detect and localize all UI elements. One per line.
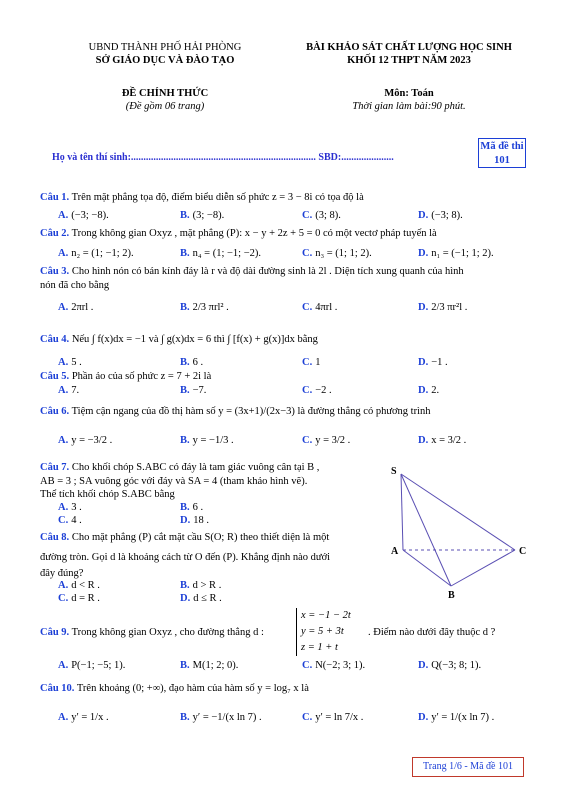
option-letter: B. [180,712,190,723]
option-letter: A. [58,302,69,313]
exam-code-box [478,138,526,168]
option-letter: B. [180,210,190,221]
option-letter: B. [180,302,190,313]
q5-option-b: B. −7. [180,385,207,396]
q1-option-d: D. (−3; 8). [418,210,463,221]
option-letter: B. [180,580,190,591]
sbd-dots: ..................... [341,152,394,163]
option-letter: C. [302,210,313,221]
question-9: Câu 9. Trong không gian Oxyz , cho đường thẳng d : [40,627,264,638]
option-letter: A. [58,712,69,723]
vertex-a: A [391,546,399,557]
option-letter: A. [58,435,69,446]
q1-option-c: C. (3; 8). [302,210,341,221]
question-8-line3: đây đúng? [40,568,84,579]
q4-option-b: B. 6 . [180,357,204,368]
q3-option-c: C. 4πrl . [302,302,338,313]
q9-option-b: B. M(1; 2; 0). [180,660,239,671]
q2-option-b: B. n₄ = (1; −1; −2). [180,248,262,259]
q8-option-d: D. d ≤ R . [180,593,222,604]
q2-option-d: D. n₁ = (−1; 1; 2). [418,248,494,259]
q6-option-a: A. y = −3/2 . [58,435,113,446]
option-letter: B. [180,435,190,446]
page-footer: Trang 1/6 - Mã đề 101 [412,757,524,777]
question-4: Câu 4. Nếu ∫ f(x)dx = −1 và ∫ g(x)dx = 6 thì ∫ [f(x) + g(x)]dx bằng [40,334,318,345]
option-letter: C. [302,357,313,368]
q10-option-b: B. y′ = −1/(x ln 7) . [180,712,262,723]
option-letter: C. [302,712,313,723]
q2-option-c: C. n₃ = (1; 1; 2). [302,248,372,259]
q7-option-b: B. 6 . [180,502,204,513]
q10-option-c: C. y′ = ln 7/x . [302,712,364,723]
question-7-line2: AB = 3 ; SA vuông góc với đáy và SA = 4 (tham khảo hình vẽ). [40,476,308,487]
q6-option-c: C. y = 3/2 . [302,435,351,446]
option-letter: A. [58,660,69,671]
q5-option-d: D. 2. [418,385,440,396]
question-1: Câu 1. Trên mặt phẳng tọa độ, điểm biểu diễn số phức z = 3 − 8i có tọa độ là [40,192,364,203]
q3-option-d: D. 2/3 πr²l . [418,302,468,313]
subject-label: Môn: Toán [384,88,434,99]
question-9-tail: . Điểm nào dưới đây thuộc d ? [368,627,496,638]
q1-option-b: B. (3; −8). [180,210,225,221]
q4-option-a: A. 5 . [58,357,82,368]
option-letter: C. [302,435,313,446]
q6-option-b: B. y = −1/3 . [180,435,234,446]
option-letter: D. [418,302,429,313]
q3-option-a: A. 2πrl . [58,302,94,313]
q9-option-c: C. N(−2; 3; 1). [302,660,366,671]
exam-title: BÀI KHẢO SÁT CHẤT LƯỢNG HỌC SINH [306,42,512,53]
sbd-label: SBD: [318,152,342,163]
vertex-c: C [519,546,527,557]
q3-option-b: B. 2/3 πrl² . [180,302,229,313]
q5-option-a: A. 7. [58,385,80,396]
edge-sa [401,474,403,550]
q2-option-a: A. n₂ = (1; −1; 2). [58,248,134,259]
question-5: Câu 5. Phần ảo của số phức z = 7 + 2i là [40,371,212,382]
question-3: Câu 3. Cho hình nón có bán kính đáy là r và độ dài đường sinh là 2l . Diện tích xung quanh của hình [40,266,464,277]
q1-option-a: A. (−3; −8). [58,210,109,221]
student-info-line [52,152,394,163]
option-letter: C. [58,515,69,526]
exam-code-label: Mã đề thi [480,141,524,152]
option-letter: B. [180,660,190,671]
option-letter: B. [180,385,190,396]
edge-ab [403,550,451,586]
office-name: SỞ GIÁO DỤC VÀ ĐÀO TẠO [95,55,235,66]
option-letter: A. [58,248,69,259]
option-letter: A. [58,502,69,513]
q4-option-d: D. −1 . [418,357,448,368]
name-dots: .......................................................................... [130,152,316,163]
q9-option-a: A. P(−1; −5; 1). [58,660,126,671]
name-label: Họ và tên thí sinh: [52,152,131,163]
question-7-line3: Thể tích khối chóp S.ABC bằng [40,489,175,500]
question-8: Câu 8. Cho mặt phẳng (P) cắt mặt cầu S(O; R) theo thiết diện là một [40,532,330,543]
q8-option-a: A. d < R . [58,580,100,591]
option-letter: C. [302,385,313,396]
option-letter: D. [418,385,429,396]
option-letter: A. [58,357,69,368]
option-letter: C. [58,593,69,604]
q7-option-c: C. 4 . [58,515,82,526]
line-system: x = −1 − 2t y = 5 + 3t z = 1 + t [296,608,351,656]
q8-option-c: C. d = R . [58,593,100,604]
pyramid-figure [385,462,535,602]
option-letter: C. [302,248,313,259]
official-label: ĐỀ CHÍNH THỨC [121,88,209,99]
q10-option-d: D. y′ = 1/(x ln 7) . [418,712,495,723]
question-7: Câu 7. Cho khối chóp S.ABC có đáy là tam giác vuông cân tại B , [40,462,320,473]
question-6: Câu 6. Tiệm cận ngang của đồ thị hàm số y = (3x+1)/(2x−3) là đường thẳng có phương trình [40,406,431,417]
vertex-s: S [391,466,397,477]
department-name: UBND THÀNH PHỐ HẢI PHÒNG [88,42,242,53]
q7-option-d: D. 18 . [180,515,209,526]
q9-option-d: D. Q(−3; 8; 1). [418,660,482,671]
exam-subtitle: KHỐI 12 THPT NĂM 2023 [347,55,471,66]
time-label: Thời gian làm bài:90 phút. [352,101,466,112]
question-10: Câu 10. Trên khoảng (0; +∞), đạo hàm của hàm số y = log₇ x là [40,683,309,694]
q5-option-c: C. −2 . [302,385,332,396]
edge-bc [451,550,515,586]
option-letter: D. [418,660,429,671]
q4-option-c: C. 1 [302,357,321,368]
vertex-b: B [448,590,455,601]
question-2: Câu 2. Trong không gian Oxyz , mặt phẳng (P): x − y + 2z + 5 = 0 có một vectơ pháp tuyến là [40,228,437,239]
option-letter: B. [180,502,190,513]
option-letter: D. [180,593,191,604]
option-letter: B. [180,357,190,368]
option-letter: B. [180,248,190,259]
question-8-line2: đường tròn. Gọi d là khoảng cách từ O đến (P). Khẳng định nào dưới [40,552,331,563]
option-letter: D. [418,435,429,446]
question-3-line2: nón đã cho bằng [40,280,110,291]
option-letter: A. [58,385,69,396]
option-letter: D. [418,357,429,368]
q8-option-b: B. d > R . [180,580,222,591]
option-letter: C. [302,302,313,313]
q10-option-a: A. y′ = 1/x . [58,712,109,723]
q6-option-d: D. x = 3/2 . [418,435,467,446]
option-letter: D. [180,515,191,526]
q7-option-a: A. 3 . [58,502,82,513]
option-letter: D. [418,248,429,259]
option-letter: D. [418,210,429,221]
option-letter: A. [58,210,69,221]
option-letter: C. [302,660,313,671]
pages-note: (Đề gồm 06 trang) [125,101,205,112]
option-letter: A. [58,580,69,591]
option-letter: D. [418,712,429,723]
exam-code-value: 101 [494,155,510,166]
